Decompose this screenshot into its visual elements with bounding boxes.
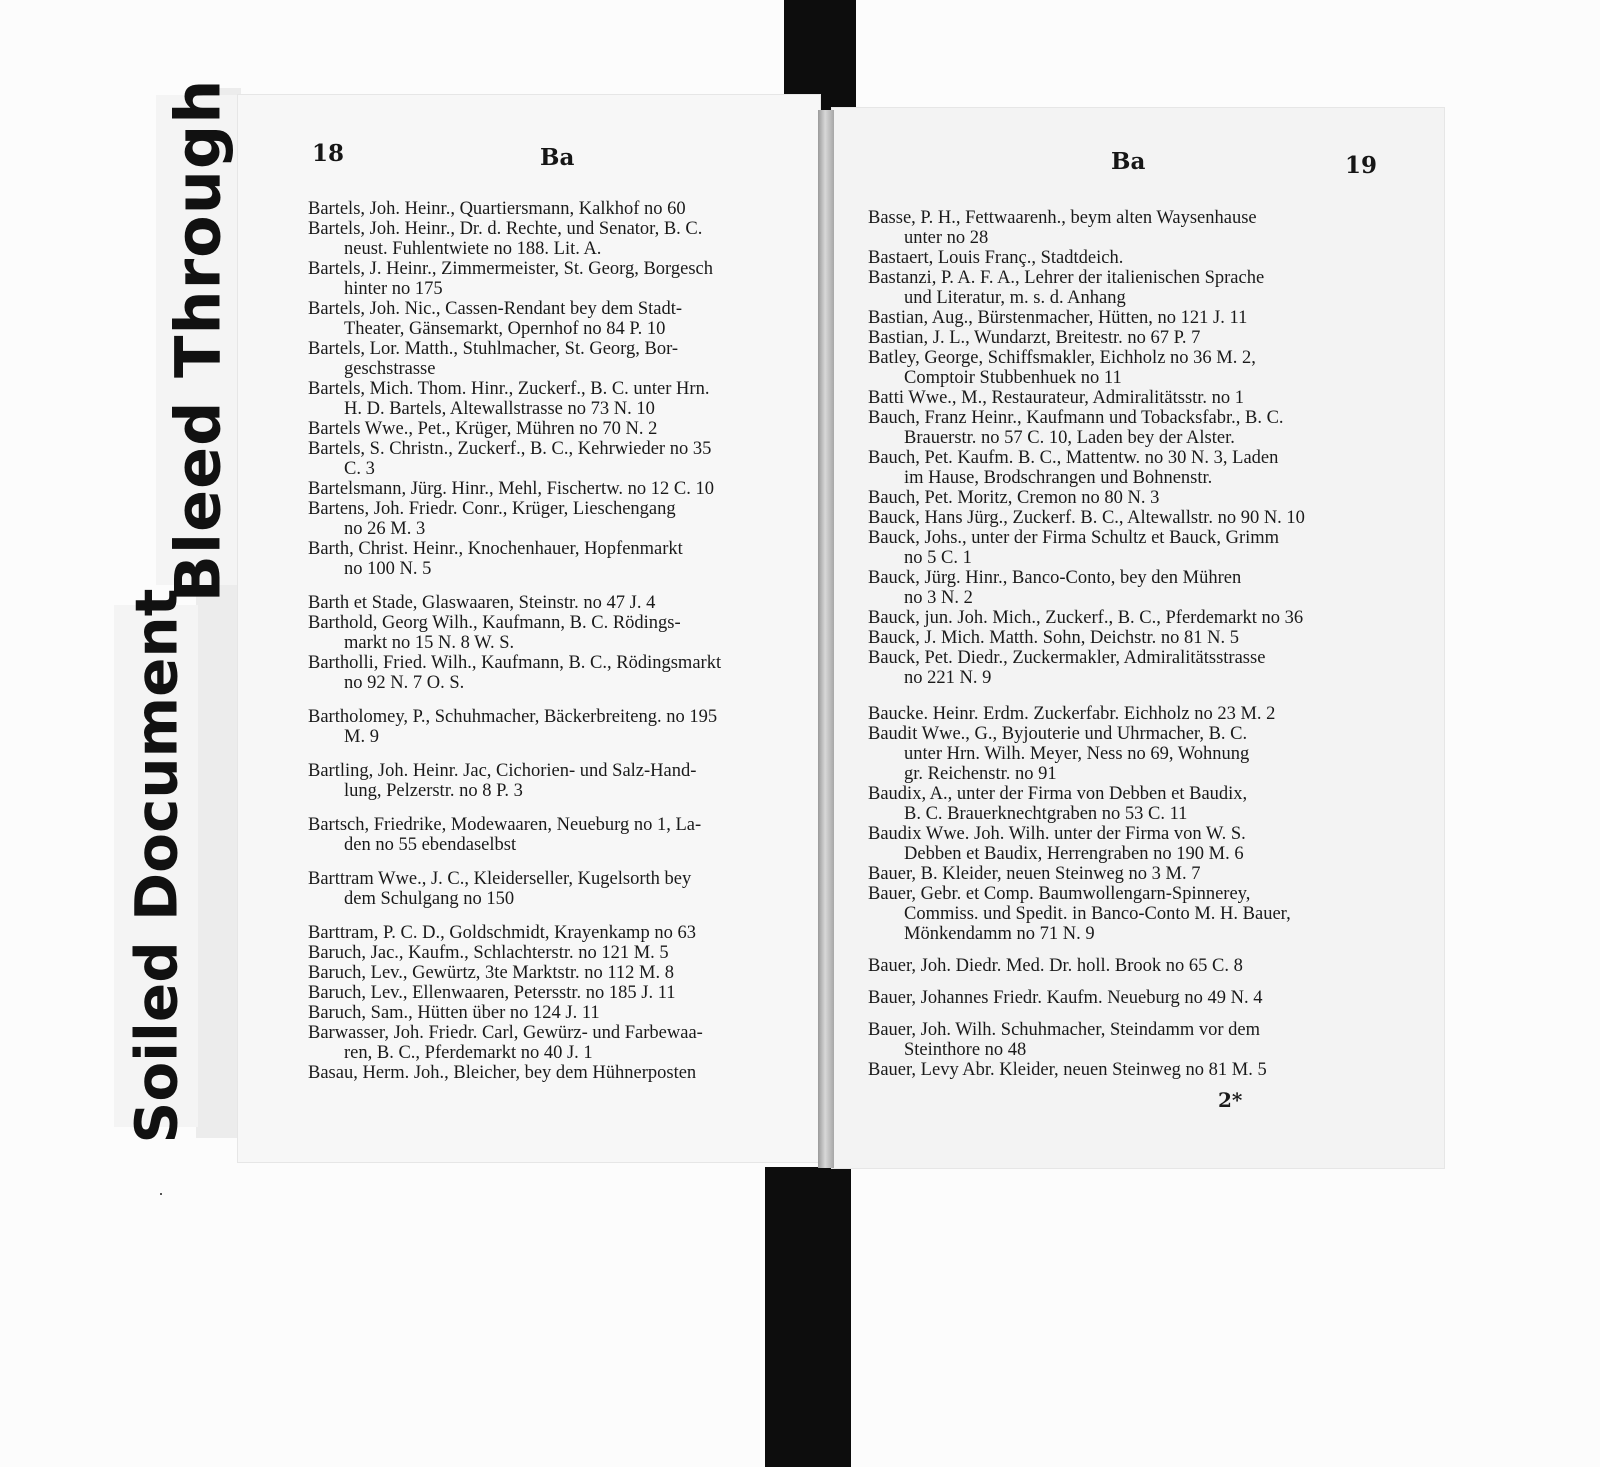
signature-mark: 2* (1218, 1088, 1243, 1112)
directory-entry (308, 923, 808, 943)
directory-entry (868, 408, 1373, 448)
entry-head-line: Bartens, Joh. Friedr. Conr., Krüger, Lieschengang (308, 499, 676, 519)
directory-entry (308, 815, 808, 855)
directory-entry (308, 299, 808, 339)
entry-head-line: Bauer, Johannes Friedr. Kaufm. Neueburg no 49 N. 4 (868, 988, 1263, 1008)
entry-head-line: Basse, P. H., Fettwaarenh., beym alten Waysenhause (868, 208, 1257, 228)
directory-entry (868, 248, 1373, 268)
entry-head-line: Bauck, Hans Jürg., Zuckerf. B. C., Altewallstr. no 90 N. 10 (868, 508, 1305, 528)
entry-head-line: Bartels, J. Heinr., Zimmermeister, St. Georg, Borgesch (308, 259, 713, 279)
entry-continuation-line: Brauerstr. no 57 C. 10, Laden bey der Alster. (904, 428, 1235, 448)
entry-head-line: Baudit Wwe., G., Byjouterie und Uhrmacher, B. C. (868, 724, 1248, 744)
directory-entry (868, 956, 1373, 976)
entry-continuation-line: Comptoir Stubbenhuek no 11 (904, 368, 1122, 388)
directory-entry (868, 448, 1373, 488)
entry-head-line: Bauer, Levy Abr. Kleider, neuen Steinweg no 81 M. 5 (868, 1060, 1267, 1080)
entry-head-line: Bauer, Joh. Diedr. Med. Dr. holl. Brook no 65 C. 8 (868, 956, 1243, 976)
entry-head-line: Bastaert, Louis Franç., Stadtdeich. (868, 248, 1124, 268)
entry-continuation-line: H. D. Bartels, Altewallstrasse no 73 N. 10 (344, 399, 655, 419)
entry-continuation-line: unter Hrn. Wilh. Meyer, Ness no 69, Wohnung (904, 744, 1250, 764)
soiled-document-label-text: Soiled Document (122, 588, 191, 1144)
directory-entry (868, 864, 1373, 884)
entry-continuation-line: Commiss. und Spedit. in Banco-Conto M. H. Bauer, (904, 904, 1291, 924)
directory-entry (308, 539, 808, 579)
left-page-number: 18 (312, 140, 345, 167)
entry-head-line: Bartling, Joh. Heinr. Jac, Cichorien- und Salz-Hand- (308, 761, 697, 781)
entry-head-line: Bartels Wwe., Pet., Krüger, Mühren no 70 N. 2 (308, 419, 658, 439)
entry-continuation-line: no 26 M. 3 (344, 519, 426, 539)
entry-continuation-line: und Literatur, m. s. d. Anhang (904, 288, 1126, 308)
entry-continuation-line: Steinthore no 48 (904, 1040, 1027, 1060)
entry-continuation-line: unter no 28 (904, 228, 989, 248)
directory-entry (868, 348, 1373, 388)
entry-head-line: Bartels, S. Christn., Zuckerf., B. C., Kehrwieder no 35 (308, 439, 712, 459)
entry-continuation-line: Theater, Gänsemarkt, Opernhof no 84 P. 10 (344, 319, 666, 339)
directory-entry (868, 268, 1373, 308)
entry-continuation-line: den no 55 ebendaselbst (344, 835, 517, 855)
directory-entry (868, 608, 1373, 628)
entry-continuation-line: hinter no 175 (344, 279, 443, 299)
entry-continuation-line: Mönkendamm no 71 N. 9 (904, 924, 1095, 944)
entry-head-line: Bauch, Pet. Kaufm. B. C., Mattentw. no 30 N. 3, Laden (868, 448, 1279, 468)
directory-entry (868, 704, 1373, 724)
entry-continuation-line: gr. Reichenstr. no 91 (904, 764, 1057, 784)
directory-entry (308, 943, 808, 963)
entry-head-line: Bartholli, Fried. Wilh., Kaufmann, B. C., Rödingsmarkt (308, 653, 722, 673)
book-gutter (818, 110, 834, 1168)
entry-continuation-line: no 3 N. 2 (904, 588, 973, 608)
directory-entry (868, 824, 1373, 864)
entry-continuation-line: lung, Pelzerstr. no 8 P. 3 (344, 781, 523, 801)
directory-entry (308, 1023, 808, 1063)
stray-mark (160, 1193, 162, 1195)
entry-head-line: Bartels, Joh. Heinr., Quartiersmann, Kalkhof no 60 (308, 199, 686, 219)
directory-entry (308, 1063, 808, 1083)
entry-head-line: Bastian, Aug., Bürstenmacher, Hütten, no 121 J. 11 (868, 308, 1248, 328)
directory-entry (868, 488, 1373, 508)
entry-head-line: Bauch, Franz Heinr., Kaufmann und Tobacksfabr., B. C. (868, 408, 1284, 428)
directory-entry (308, 761, 808, 801)
entry-head-line: Bauck, jun. Joh. Mich., Zuckerf., B. C., Pferdemarkt no 36 (868, 608, 1304, 628)
left-entry-list (308, 199, 808, 1083)
entry-head-line: Baudix, A., unter der Firma von Debben et Baudix, (868, 784, 1248, 804)
directory-entry (308, 869, 808, 909)
directory-entry (868, 508, 1373, 528)
entry-continuation-line: no 221 N. 9 (904, 668, 992, 688)
directory-entry (308, 219, 808, 259)
entry-continuation-line: no 100 N. 5 (344, 559, 432, 579)
entry-head-line: Bartels, Mich. Thom. Hinr., Zuckerf., B. C. unter Hrn. (308, 379, 710, 399)
entry-head-line: Bauer, Gebr. et Comp. Baumwollengarn-Spinnerey, (868, 884, 1251, 904)
entry-head-line: Baucke. Heinr. Erdm. Zuckerfabr. Eichholz no 23 M. 2 (868, 704, 1276, 724)
entry-head-line: Bauch, Pet. Moritz, Cremon no 80 N. 3 (868, 488, 1160, 508)
entry-head-line: Bastian, J. L., Wundarzt, Breitestr. no 67 P. 7 (868, 328, 1201, 348)
entry-continuation-line: B. C. Brauerknechtgraben no 53 C. 11 (904, 804, 1188, 824)
directory-entry (868, 1020, 1373, 1060)
directory-entry (308, 1003, 808, 1023)
directory-entry (868, 724, 1373, 784)
entry-head-line: Baruch, Lev., Ellenwaaren, Petersstr. no 185 J. 11 (308, 983, 676, 1003)
directory-entry (308, 707, 808, 747)
directory-entry (868, 568, 1373, 608)
entry-head-line: Bartsch, Friedrike, Modewaaren, Neueburg no 1, La- (308, 815, 702, 835)
directory-entry (308, 259, 808, 299)
entry-continuation-line: no 92 N. 7 O. S. (344, 673, 465, 693)
entry-head-line: Bauck, Pet. Diedr., Zuckermakler, Admiralitätsstrasse (868, 648, 1266, 668)
directory-entry (868, 528, 1373, 568)
directory-entry (868, 388, 1373, 408)
directory-entry (308, 653, 808, 693)
entry-head-line: Batti Wwe., M., Restaurateur, Admiralitätsstr. no 1 (868, 388, 1245, 408)
directory-entry (868, 988, 1373, 1008)
left-page-header: Ba (540, 144, 575, 171)
directory-entry (308, 439, 808, 479)
entry-head-line: Bauck, Jürg. Hinr., Banco-Conto, bey den Mühren (868, 568, 1242, 588)
entry-head-line: Barttram Wwe., J. C., Kleiderseller, Kugelsorth bey (308, 869, 692, 889)
entry-head-line: Bauer, B. Kleider, neuen Steinweg no 3 M. 7 (868, 864, 1201, 884)
entry-continuation-line: dem Schulgang no 150 (344, 889, 515, 909)
directory-entry (308, 339, 808, 379)
entry-continuation-line: ren, B. C., Pferdemarkt no 40 J. 1 (344, 1043, 593, 1063)
directory-entry (308, 963, 808, 983)
directory-entry (868, 208, 1373, 248)
entry-continuation-line: M. 9 (344, 727, 379, 747)
entry-head-line: Barthold, Georg Wilh., Kaufmann, B. C. Rödings- (308, 613, 681, 633)
entry-continuation-line: neust. Fuhlentwiete no 188. Lit. A. (344, 239, 602, 259)
entry-head-line: Baruch, Sam., Hütten über no 124 J. 11 (308, 1003, 600, 1023)
entry-head-line: Barth, Christ. Heinr., Knochenhauer, Hopfenmarkt (308, 539, 683, 559)
entry-head-line: Bartels, Lor. Matth., Stuhlmacher, St. Georg, Bor- (308, 339, 679, 359)
entry-continuation-line: no 5 C. 1 (904, 548, 972, 568)
entry-head-line: Barttram, P. C. D., Goldschmidt, Krayenkamp no 63 (308, 923, 696, 943)
directory-entry (868, 308, 1373, 328)
directory-entry (308, 479, 808, 499)
entry-head-line: Bartelsmann, Jürg. Hinr., Mehl, Fischertw. no 12 C. 10 (308, 479, 714, 499)
entry-continuation-line: markt no 15 N. 8 W. S. (344, 633, 515, 653)
bleed-through-label-text: Bleed Through (161, 78, 235, 602)
entry-head-line: Baruch, Lev., Gewürtz, 3te Marktstr. no 112 M. 8 (308, 963, 674, 983)
directory-entry (868, 328, 1373, 348)
binding-strip-bottom (765, 1167, 851, 1467)
directory-entry (308, 593, 808, 613)
bleed-through-label (156, 78, 240, 602)
entry-continuation-line: geschstrasse (344, 359, 436, 379)
entry-head-line: Bartholomey, P., Schuhmacher, Bäckerbreiteng. no 195 (308, 707, 718, 727)
soiled-document-label (114, 588, 198, 1144)
directory-entry (308, 419, 808, 439)
directory-entry (308, 499, 808, 539)
directory-entry (868, 648, 1373, 688)
entry-continuation-line: C. 3 (344, 459, 375, 479)
entry-head-line: Bauck, Johs., unter der Firma Schultz et Bauck, Grimm (868, 528, 1280, 548)
directory-entry (308, 199, 808, 219)
entry-head-line: Baudix Wwe. Joh. Wilh. unter der Firma von W. S. (868, 824, 1246, 844)
directory-entry (868, 784, 1373, 824)
entry-head-line: Bartels, Joh. Heinr., Dr. d. Rechte, und Senator, B. C. (308, 219, 703, 239)
directory-entry (308, 379, 808, 419)
entry-continuation-line: Debben et Baudix, Herrengraben no 190 M. 6 (904, 844, 1244, 864)
directory-entry (868, 628, 1373, 648)
entry-head-line: Bauck, J. Mich. Matth. Sohn, Deichstr. no 81 N. 5 (868, 628, 1240, 648)
entry-head-line: Batley, George, Schiffsmakler, Eichholz no 36 M. 2, (868, 348, 1256, 368)
entry-head-line: Bauer, Joh. Wilh. Schuhmacher, Steindamm vor dem (868, 1020, 1261, 1040)
entry-continuation-line: im Hause, Brodschrangen und Bohnenstr. (904, 468, 1213, 488)
directory-entry (308, 983, 808, 1003)
right-entry-list (868, 208, 1373, 1080)
right-page-header: Ba (1111, 148, 1146, 175)
directory-entry (868, 1060, 1373, 1080)
directory-entry (868, 884, 1373, 944)
entry-head-line: Barwasser, Joh. Friedr. Carl, Gewürz- und Farbewaa- (308, 1023, 703, 1043)
entry-head-line: Barth et Stade, Glaswaaren, Steinstr. no 47 J. 4 (308, 593, 656, 613)
entry-head-line: Bartels, Joh. Nic., Cassen-Rendant bey dem Stadt- (308, 299, 683, 319)
right-page-number: 19 (1345, 152, 1378, 179)
entry-head-line: Bastanzi, P. A. F. A., Lehrer der italienischen Sprache (868, 268, 1265, 288)
entry-head-line: Baruch, Jac., Kaufm., Schlachterstr. no 121 M. 5 (308, 943, 669, 963)
directory-entry (308, 613, 808, 653)
entry-head-line: Basau, Herm. Joh., Bleicher, bey dem Hühnerposten (308, 1063, 697, 1083)
